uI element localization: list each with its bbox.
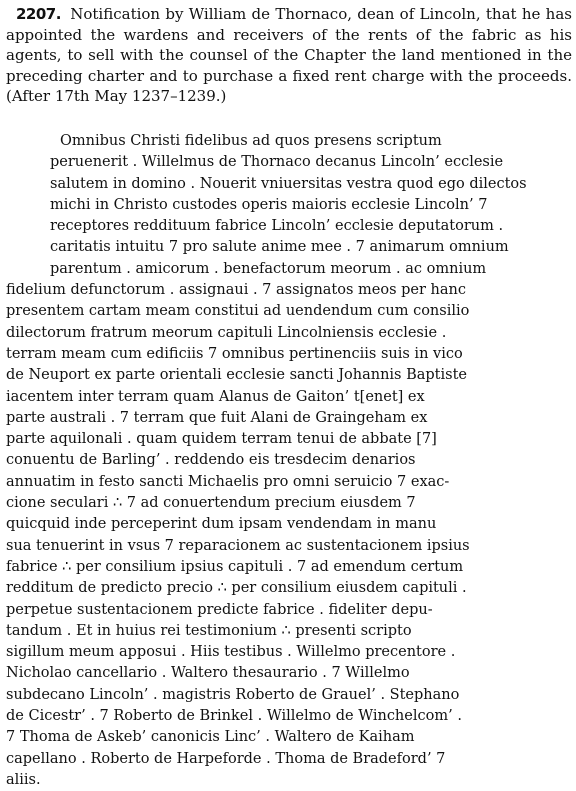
text-line: 7 Thoma de Askeb’ canonicis Linc’ . Waltero de Kaiham (6, 729, 415, 746)
text-line: sua tenuerint in vsus 7 reparacionem ac sustentacionem ipsius (6, 537, 470, 554)
text-line: fidelium defunctorum . assignaui . 7 assignatos meos per hanc (6, 282, 466, 299)
text-line: parentum . amicorum . benefactorum meorum . ac omnium (50, 260, 487, 277)
text-line: parte aquilonali . quam quidem terram tenui de abbate [7] (6, 431, 437, 448)
text-line: de Neuport ex parte orientali ecclesie sancti Johannis Baptiste (6, 367, 467, 384)
charter-latin-text (6, 131, 546, 791)
text-line: conuentu de Barling’ . reddendo eis tresdecim denarios (6, 452, 416, 469)
charter-heading (6, 4, 572, 107)
text-line: annuatim in festo sancti Michaelis pro omni seruicio 7 exac- (6, 473, 450, 490)
text-line: iacentem inter terram quam Alanus de Gaiton’ t[enet] ex (6, 388, 425, 405)
text-line: de Cicestr’ . 7 Roberto de Brinkel . Willelmo de Winchelcom’ . (6, 708, 462, 725)
text-line: parte australi . 7 terram que fuit Alani de Graingeham ex (6, 409, 428, 426)
text-line: capellano . Roberto de Harpeforde . Thoma de Bradeford’ 7 (6, 750, 446, 767)
text-line: tandum . Et in huius rei testimonium ∴ presenti scripto (6, 622, 412, 639)
text-line: salutem in domino . Nouerit vniuersitas vestra quod ego dilectos (50, 175, 527, 192)
text-line: aliis. (6, 771, 41, 788)
text-line: quicquid inde perceperint dum ipsam vendendam in manu (6, 516, 437, 533)
text-line: perpetue sustentacionem predicte fabrice . fideliter depu- (6, 601, 433, 618)
text-line: Nicholao cancellario . Waltero thesaurario . 7 Willelmo (6, 665, 410, 682)
text-line: sigillum meum apposui . Hiis testibus . Willelmo precentore . (6, 644, 456, 661)
charter-number: 2207. (16, 5, 61, 23)
text-line: terram meam cum edificiis 7 omnibus pertinenciis suis in vico (6, 345, 463, 362)
text-line: presentem cartam meam constitui ad uendendum cum consilio (6, 303, 470, 320)
text-line: dilectorum fratrum meorum capituli Lincolniensis ecclesie . (6, 324, 447, 341)
text-line: cione seculari ∴ 7 ad conuertendum precium eiusdem 7 (6, 495, 416, 512)
text-line: receptores reddituum fabrice Lincoln’ ecclesie deputatorum . (50, 218, 504, 235)
text-line: fabrice ∴ per consilium ipsius capituli . 7 ad emendum certum (6, 558, 464, 575)
charter-summary: Notification by William de Thornaco, dean of Lincoln, that he has appointed the wardens and receivers of the rents of the fabric as his agents, to sell with the counsel of the Chapter the land mentioned in the preceding charter and to purchase a fixed rent charge with the proceeds. (After 17th May 1237–1239.) (6, 5, 572, 105)
text-line: subdecano Lincoln’ . magistris Roberto de Grauel’ . Stephano (6, 686, 460, 703)
text-line: Omnibus Christi fidelibus ad quos presens scriptum (60, 133, 442, 149)
text-line: caritatis intuitu 7 pro salute anime mee . 7 animarum omnium (50, 239, 509, 256)
text-line: peruenerit . Willelmus de Thornaco decanus Lincoln’ ecclesie (50, 154, 504, 171)
text-line: redditum de predicto precio ∴ per consilium eiusdem capituli . (6, 580, 467, 597)
text-line: michi in Christo custodes operis maioris ecclesie Lincoln’ 7 (50, 196, 488, 213)
